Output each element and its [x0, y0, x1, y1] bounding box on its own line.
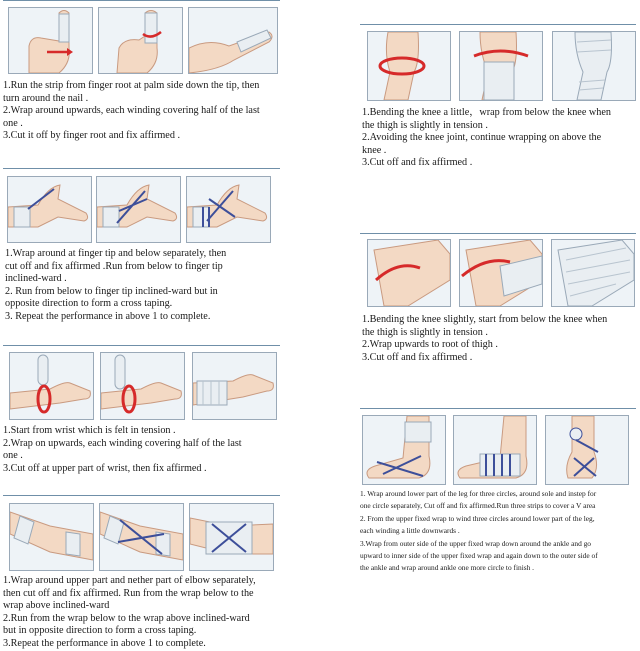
wrist-finished-image — [192, 352, 277, 420]
instruction-line: 2.Wrap on upwards, each winding covering half of the last — [3, 437, 242, 449]
instruction-line: inclined-ward . — [5, 273, 67, 285]
thigh-start-image — [367, 239, 451, 307]
instruction-line: 3.Cut off and fix affirmed . — [362, 351, 473, 363]
instruction-line: 3.Repeat the performance in above 1 to complete. — [3, 637, 206, 649]
instruction-line: 2.Avoiding the knee joint, continue wrapping on above the — [362, 132, 602, 144]
instruction-line: each winding a little downwards . — [360, 526, 460, 536]
instruction-line: 1.Start from wrist which is felt in tension . — [3, 425, 176, 436]
instruction-line: 1.Wrap around upper part and nether part of elbow separately, — [3, 575, 256, 586]
finger-root-strip-image — [8, 7, 93, 74]
instruction-line: but in opposite direction to form a cross taping. — [3, 625, 197, 637]
wrist-instructions — [3, 425, 283, 475]
instruction-line: 1.Wrap around at finger tip and below separately, then — [5, 248, 227, 259]
thumb-instructions — [5, 248, 285, 324]
instruction-line: turn around the nail . — [3, 92, 89, 104]
instruction-line: 3. Repeat the performance in above 1 to complete. — [5, 310, 211, 322]
finger-finished-image — [188, 7, 278, 74]
instruction-line: 3.Cut it off by finger root and fix affirmed . — [3, 130, 181, 142]
ankle-instructions — [360, 488, 640, 575]
thigh-wrap-up-image — [459, 239, 543, 307]
instruction-line: then cut off and fix affirmed. Run from the wrap below to the — [3, 587, 254, 599]
instruction-line: one circle separately, Cut off and fix affirmed.Run three strips to cover a V area — [360, 501, 596, 511]
instruction-line: 1.Bending the knee slightly, start from below the knee when — [362, 314, 608, 325]
section-wrist — [3, 345, 280, 346]
thumb-cross-image — [186, 176, 271, 243]
thumb-wrap-tip-image — [7, 176, 92, 243]
knee-finished-image — [552, 31, 636, 101]
instruction-line: 3.Wrap from outer side of the upper fixed wrap down around the ankle and go — [360, 538, 591, 548]
instruction-line: the thigh is slightly in tension . — [362, 119, 488, 131]
wrist-wrap-up-image — [100, 352, 185, 420]
finger-wrap-up-image — [98, 7, 183, 74]
section-finger — [3, 0, 280, 1]
knee-wrap-up-image — [459, 31, 543, 101]
instruction-line: 1. Wrap around lower part of the leg for three circles, around sole and instep for — [360, 489, 597, 498]
section-knee — [360, 24, 636, 25]
instruction-line: cut off and fix affirmed .Run from below to finger tip — [5, 260, 223, 272]
instruction-line: 3.Cut off at upper part of wrist, then fix affirmed . — [3, 462, 207, 474]
ankle-v-strips-image — [453, 415, 537, 485]
instruction-line: the thigh is slightly in tension . — [362, 326, 488, 338]
instruction-line: 2.Wrap upwards to root of thigh . — [362, 339, 498, 351]
thumb-inclined-image — [96, 176, 181, 243]
instruction-line: one . — [3, 450, 23, 462]
instruction-line: opposite direction to form a cross taping. — [5, 298, 173, 310]
section-elbow — [3, 495, 280, 496]
section-thumb — [3, 168, 280, 169]
instruction-line: upward to inner side of the upper fixed wrap and again down to the outer side of — [360, 551, 598, 561]
instruction-line: 2. From the upper fixed wrap to wind three circles around lower part of the leg, — [360, 513, 595, 523]
ankle-wrap-image — [362, 415, 446, 485]
knee-instructions — [362, 107, 637, 170]
instruction-line: 3.Cut off and fix affirmed . — [362, 157, 473, 169]
ankle-finished-image — [545, 415, 629, 485]
thigh-finished-image — [551, 239, 635, 307]
elbow-finished-image — [189, 503, 274, 571]
instruction-line: one . — [3, 117, 23, 129]
instruction-line: 1.Bending the knee a little，wrap from below the knee when — [362, 107, 611, 118]
knee-bend-image — [367, 31, 451, 101]
thigh-instructions — [362, 314, 637, 364]
instruction-line: knee . — [362, 144, 387, 156]
section-ankle — [360, 408, 636, 409]
elbow-cross-image — [99, 503, 184, 571]
finger-instructions — [3, 80, 283, 143]
elbow-wrap-image — [9, 503, 94, 571]
elbow-instructions — [3, 575, 287, 651]
section-thigh — [360, 233, 636, 234]
instruction-line: 1.Run the strip from finger root at palm side down the tip, then — [3, 80, 260, 91]
instruction-line: 2.Run from the wrap below to the wrap above inclined-ward — [3, 612, 250, 624]
instruction-line: the ankle and wrap around ankle one more circle to finish . — [360, 563, 535, 573]
instruction-line: wrap above inclined-ward — [3, 600, 110, 612]
instruction-line: 2. Run from below to finger tip inclined-ward but in — [5, 285, 218, 297]
wrist-start-image — [9, 352, 94, 420]
instruction-line: 2.Wrap around upwards, each winding covering half of the last — [3, 105, 260, 117]
